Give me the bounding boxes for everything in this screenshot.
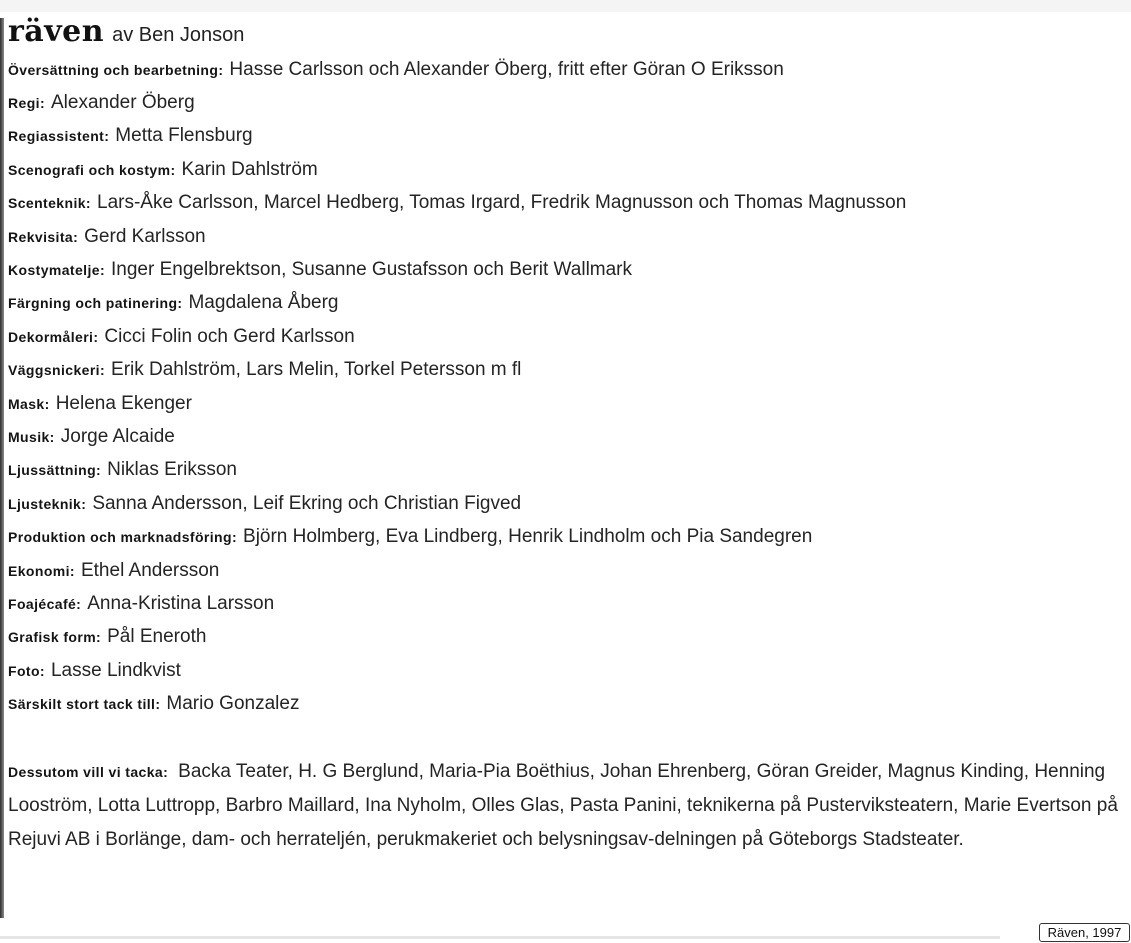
credit-row-lighting-design — [8, 454, 1118, 487]
thanks-text: Backa Teater, H. G Berglund, Maria-Pia Boëthius, Johan Ehrenberg, Göran Greider, Magnus Kinding, Henning Looström, Lotta Luttropp, Barbro Maillard, Ina Nyholm, Olles Glas, Pasta Panini, teknikerna på Pusterviksteatern, Marie Evertson på Rejuvi AB i Borlänge, dam- och herrateljén, perukmakeriet och belysningsav-delningen på Göteborgs Stadsteater. — [8, 761, 1118, 850]
credit-value: Sanna Andersson, Leif Ekring och Christian Figved — [92, 492, 522, 514]
credit-label: Scenografi och kostym: — [8, 161, 176, 178]
credit-label: Kostymatelje: — [8, 262, 106, 279]
credit-label: Ekonomi: — [8, 562, 75, 579]
credit-label: Foajécafé: — [8, 595, 82, 612]
credit-row-props — [8, 220, 1118, 253]
credits-list — [8, 53, 1118, 721]
credit-value: Hasse Carlsson och Alexander Öberg, fritt efter Göran O Eriksson — [229, 58, 784, 80]
credit-value: Niklas Eriksson — [107, 459, 237, 481]
play-author: av Ben Jonson — [112, 24, 245, 46]
play-title-name: räven — [8, 14, 105, 49]
credit-value: Pål Eneroth — [107, 626, 207, 648]
credit-value: Lasse Lindkvist — [50, 659, 181, 681]
credit-value: Lars-Åke Carlsson, Marcel Hedberg, Tomas Irgard, Fredrik Magnusson och Thomas Magnusson — [97, 192, 907, 214]
credit-value: Björn Holmberg, Eva Lindberg, Henrik Lindholm och Pia Sandegren — [243, 526, 813, 548]
credit-label: Regi: — [8, 95, 45, 112]
credit-row-makeup — [8, 387, 1118, 420]
play-title — [8, 14, 244, 48]
credit-label: Mask: — [8, 395, 50, 412]
credit-value: Alexander Öberg — [51, 92, 195, 114]
credit-label: Översättning och bearbetning: — [8, 61, 224, 78]
credit-row-dyeing — [8, 287, 1118, 320]
scan-bottom-border — [0, 936, 1000, 939]
credit-row-stage-technique — [8, 187, 1118, 220]
credit-value: Jorge Alcaide — [60, 425, 175, 447]
credit-label: Ljussättning: — [8, 462, 102, 479]
image-caption: Räven, 1997 — [1039, 923, 1130, 942]
credit-label: Foto: — [8, 662, 45, 679]
credit-value: Gerd Karlsson — [84, 225, 206, 247]
credit-row-music — [8, 420, 1118, 453]
credit-label: Produktion och marknadsföring: — [8, 529, 238, 546]
credit-row-foyer-cafe — [8, 587, 1118, 620]
credit-row-costume-workshop — [8, 253, 1118, 286]
credit-value: Helena Ekenger — [55, 392, 192, 414]
credit-row-lighting-technique — [8, 487, 1118, 520]
credit-label: Ljusteknik: — [8, 495, 87, 512]
credit-value: Cicci Folin och Gerd Karlsson — [104, 325, 355, 347]
credit-value: Ethel Andersson — [80, 559, 220, 581]
credit-row-carpentry — [8, 354, 1118, 387]
credit-value: Metta Flensburg — [115, 125, 253, 147]
credit-value: Karin Dahlström — [181, 158, 318, 180]
credit-value: Magdalena Åberg — [188, 292, 339, 314]
credit-label: Särskilt stort tack till: — [8, 696, 161, 713]
page-spine-edge — [0, 18, 4, 918]
credit-label: Dekormåleri: — [8, 328, 99, 345]
credit-row-translation — [8, 53, 1118, 86]
credit-row-photo — [8, 654, 1118, 687]
credit-value: Inger Engelbrektson, Susanne Gustafsson och Berit Wallmark — [111, 259, 633, 281]
thanks-label: Dessutom vill vi tacka: — [8, 764, 169, 780]
credit-value: Mario Gonzalez — [166, 693, 300, 715]
credit-label: Färgning och patinering: — [8, 295, 183, 312]
credit-row-assistant-director — [8, 120, 1118, 153]
credit-value: Anna-Kristina Larsson — [87, 592, 275, 614]
credit-row-finance — [8, 554, 1118, 587]
credit-row-decor-painting — [8, 320, 1118, 353]
credit-row-direction — [8, 86, 1118, 119]
credit-label: Grafisk form: — [8, 629, 102, 646]
credit-row-scenography — [8, 153, 1118, 186]
scan-top-border — [0, 0, 1131, 12]
thanks-paragraph — [8, 755, 1123, 856]
credit-label: Regiassistent: — [8, 128, 110, 145]
credit-row-graphic-design — [8, 621, 1118, 654]
credit-label: Musik: — [8, 428, 55, 445]
credit-label: Rekvisita: — [8, 228, 79, 245]
credit-row-special-thanks — [8, 687, 1118, 720]
credit-label: Väggsnickeri: — [8, 362, 106, 379]
credit-value: Erik Dahlström, Lars Melin, Torkel Petersson m fl — [111, 359, 522, 381]
credit-label: Scenteknik: — [8, 195, 91, 212]
credit-row-production-marketing — [8, 520, 1118, 553]
